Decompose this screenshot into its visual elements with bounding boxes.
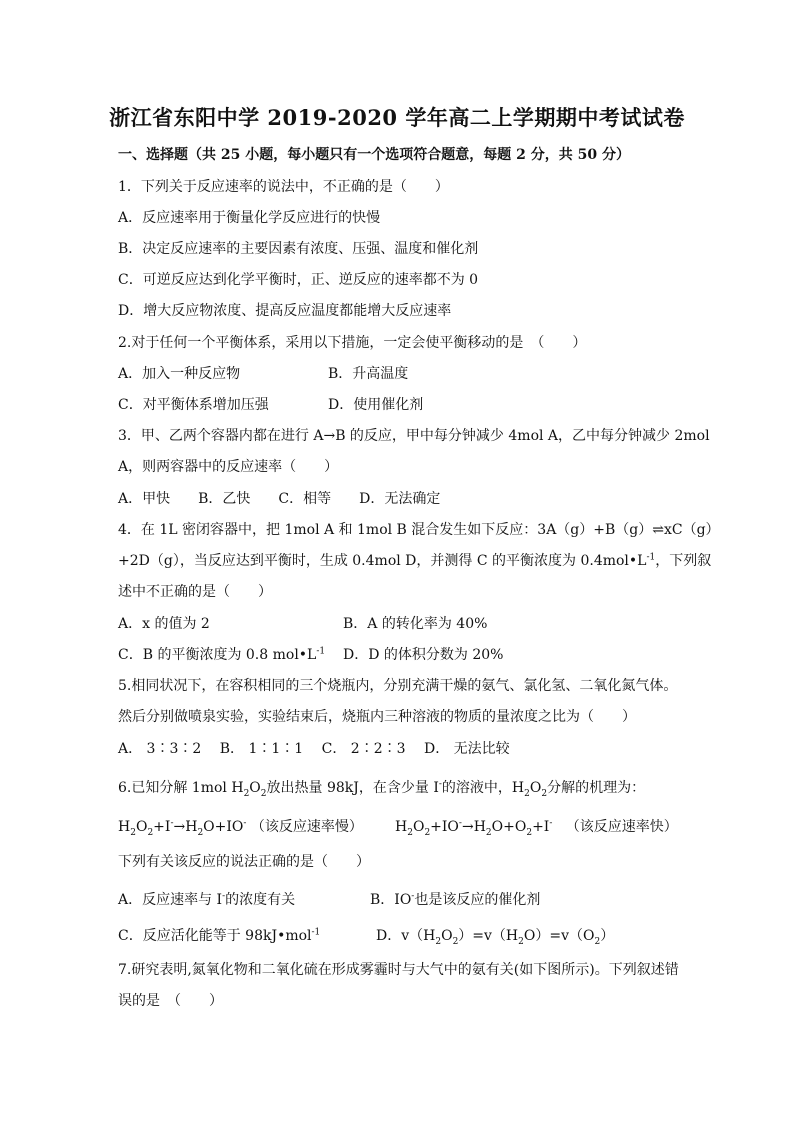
q6-option-d-part: O）=v（O: [523, 928, 595, 944]
mech2-part: +I: [532, 819, 550, 835]
q1-option-d: D．增大反应物浓度、提高反应温度都能增大反应速率: [118, 303, 452, 319]
mech1-part: O+IO: [203, 819, 244, 835]
q6-option-a: [118, 890, 295, 910]
q4-option-c: [118, 645, 325, 665]
q6-option-d-part: ）=v（H: [458, 928, 519, 944]
q3-stem-line1: 3．甲、乙两个容器内都在进行 A→B 的反应，甲中每分钟减少 4mol A，乙中每分钟减少 2mol: [118, 428, 710, 444]
q6-sub: 2: [524, 788, 530, 799]
mech2-sub: 2: [485, 827, 492, 838]
q6-option-a-text: A．反应速率与 I: [118, 892, 223, 908]
mech2-part: O: [412, 819, 425, 835]
mech2-part: O+O: [491, 819, 527, 835]
q6-option-d-part: ）: [600, 928, 615, 944]
mech2-sub: 2: [526, 827, 533, 838]
q6-text-4: 的溶液中，H: [441, 780, 525, 796]
q1-option-c: C．可逆反应达到化学平衡时，正、逆反应的速率都不为 0: [118, 272, 479, 288]
q6-sub: 2: [243, 788, 250, 799]
q6-option-d-part: D．v（H: [376, 928, 436, 944]
q4-stem-line2-end: ，下列叙: [655, 553, 712, 569]
q3-options: A．甲快 B．乙快 C．相等 D．无法确定: [118, 491, 441, 507]
mech1-sub: 2: [197, 827, 204, 838]
mech1-part: O: [135, 819, 148, 835]
q6-mechanism-1: [118, 817, 363, 837]
mech2-sub: 2: [407, 827, 413, 838]
q6-stem-line1: [118, 778, 645, 798]
q6-option-d-sub: 2: [518, 936, 524, 947]
q4-stem-line2-text: +2D（g），当反应达到平衡时，生成 0.4mol D，并测得 C 的平衡浓度为 0.4mol•L: [118, 553, 647, 569]
mech2-sub: 2: [424, 827, 431, 838]
q6-option-d-sub: 2: [594, 936, 601, 947]
q4-option-b: B．A 的转化率为 40%: [343, 616, 488, 632]
q6-text-1: 6.已知分解 1mol H: [118, 780, 244, 796]
mech1-sup: -: [170, 818, 174, 829]
q6-text-3: 放出热量 98kJ，在含少量 I: [266, 780, 439, 796]
q5-stem-line2: 然后分别做喷泉实验，实验结束后，烧瓶内三种溶液的物质的量浓度之比为（ ）: [118, 709, 636, 725]
q4-option-c-text: C．B 的平衡浓度为 0.8 mol•L: [118, 647, 317, 663]
q6-sub: 2: [260, 788, 267, 799]
q2-stem: 2.对于任何一个平衡体系，采用以下措施，一定会使平衡移动的是 （ ）: [118, 335, 587, 351]
q6-option-a-sup: -: [222, 891, 226, 902]
q6-text-5: O: [529, 780, 542, 796]
q2-option-b: B．升高温度: [328, 366, 409, 382]
q4-option-d: D．D 的体积分数为 20%: [343, 647, 504, 663]
q1-option-a: A．反应速率用于衡量化学反应进行的快慢: [118, 210, 381, 226]
q6-sub: 2: [541, 788, 548, 799]
mech1-part: H: [118, 819, 131, 835]
q6-sup: -: [438, 779, 442, 790]
q6-mechanism-2: [395, 817, 678, 837]
q7-stem-line2: 误的是 （ ）: [118, 993, 223, 1009]
mech1-note: （该反应速率慢）: [250, 819, 363, 835]
q6-option-d-part: O: [441, 928, 453, 944]
q6-option-b: [370, 890, 540, 910]
q2-option-d: D．使用催化剂: [328, 397, 424, 413]
q1-option-b: B．决定反应速率的主要因素有浓度、压强、温度和催化剂: [118, 241, 479, 257]
mech2-part: +IO: [430, 819, 459, 835]
q4-stem-line1: 4．在 1L 密闭容器中，把 1mol A 和 1mol B 混合发生如下反应：3A（g）+B（g）⇌xC（g）: [118, 522, 720, 538]
q4-option-a: A．x 的值为 2: [118, 616, 210, 632]
q4-unit-sup: -1: [646, 552, 656, 563]
q6-option-d-sub: 2: [435, 936, 442, 947]
q6-stem-line2: 下列有关该反应的说法正确的是（ ）: [118, 854, 370, 870]
mech1-part: +I: [153, 819, 171, 835]
q3-stem-line2: A，则两容器中的反应速率（ ）: [118, 459, 339, 475]
q6-option-d: [376, 926, 614, 946]
mech1-sup: -: [243, 818, 247, 829]
q4-stem-line2: [118, 551, 711, 571]
q6-text-2: O: [249, 780, 261, 796]
mech2-part: →H: [461, 819, 486, 835]
page-title: 浙江省东阳中学 2019-2020 学年高二上学期期中考试试卷: [109, 105, 685, 130]
mech2-sup: -: [458, 818, 462, 829]
mech1-part: →H: [173, 819, 198, 835]
q2-option-c: C．对平衡体系增加压强: [118, 397, 269, 413]
q6-option-b-text: B．IO: [370, 892, 412, 908]
q6-option-d-sub: 2: [452, 936, 459, 947]
q2-option-a: A．加入一种反应物: [118, 366, 241, 382]
mech2-note: （该反应速率快）: [565, 819, 678, 835]
mech1-sub: 2: [130, 827, 136, 838]
q6-option-c-text: C．反应活化能等于 98kJ•mol: [118, 928, 312, 944]
q7-stem-line1: 7.研究表明,氮氧化物和二氧化硫在形成雾霾时与大气中的氨有关(如下图所示)。下列叙述错: [118, 962, 679, 978]
mech1-sub: 2: [147, 827, 154, 838]
q6-text-6: 分解的机理为：: [547, 780, 646, 796]
q5-options: A． 3∶3∶2 B． 1∶1∶1 C． 2∶2∶3 D． 无法比较: [118, 741, 510, 757]
q4-option-c-sup: -1: [316, 646, 326, 657]
q6-option-c: [118, 926, 320, 946]
q1-stem: 1．下列关于反应速率的说法中，不正确的是（ ）: [118, 179, 449, 195]
q6-option-b-text-end: 也是该反应的催化剂: [414, 892, 541, 908]
section-heading: 一、选择题（共 25 小题，每小题只有一个选项符合题意，每题 2 分，共 50 分）: [118, 147, 630, 163]
q6-option-c-sup: -1: [311, 927, 321, 938]
q4-stem-line3: 述中不正确的是（ ）: [118, 584, 272, 600]
q6-option-b-sup: -: [411, 891, 415, 902]
q5-stem-line1: 5.相同状况下，在容积相同的三个烧瓶内，分别充满干燥的氨气、氯化氢、二氧化氮气体。: [118, 678, 678, 694]
mech2-sup: -: [549, 818, 553, 829]
mech2-part: H: [395, 819, 408, 835]
q6-option-a-text-end: 的浓度有关: [225, 892, 296, 908]
